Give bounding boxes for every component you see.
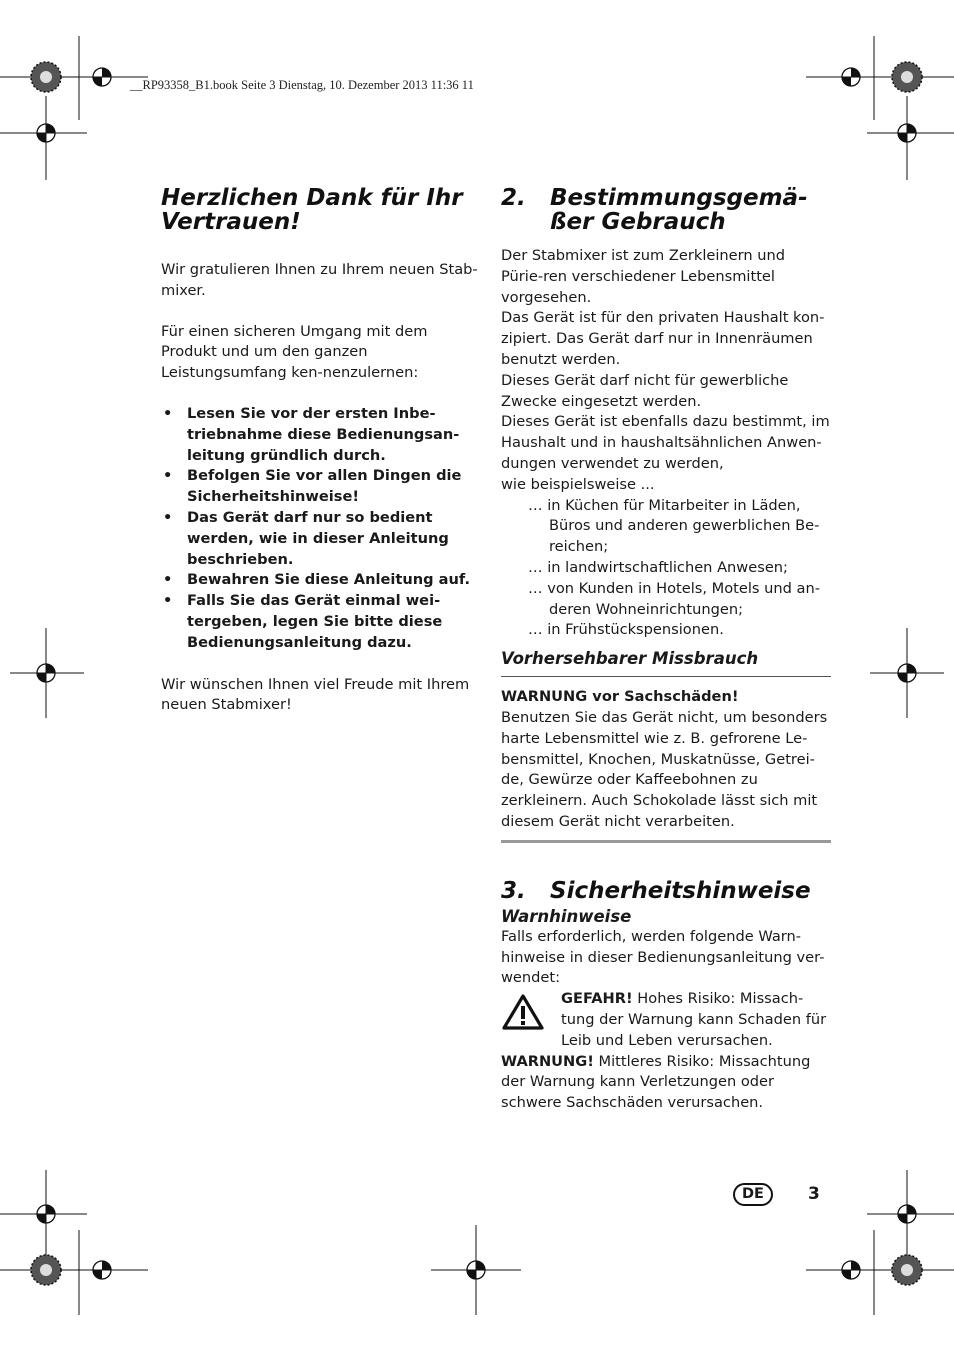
section-2-heading: [501, 186, 831, 234]
warning-text: Benutzen Sie das Gerät nicht, um besonders harte Lebensmittel wie z. B. gefrorene Le-bensmittel, Knochen, Muskatnüsse, Getrei-de, Gewürze oder Kaffeebohnen zu zerkleinern. Auch Schokolade lässt sich mit diesem Gerät nicht verarbeiten.: [501, 708, 828, 830]
warnings-intro: Falls erforderlich, werden folgende Warn-hinweise in dieser Bedienungsanleitung ver-wendet:: [501, 927, 825, 987]
section-title-line1: Bestimmungsgemä-: [550, 185, 808, 211]
examples-list: [501, 496, 831, 642]
danger-text-block: [561, 989, 831, 1051]
usage-paragraph: Dieses Gerät darf nicht für gewerbliche Zwecke eingesetzt werden.: [501, 371, 789, 410]
section-number: 2.: [501, 185, 526, 211]
page-number: 3: [808, 1184, 820, 1204]
left-column: [161, 186, 486, 716]
warning-label: WARNUNG vor Sachschäden!: [501, 688, 739, 706]
list-item: • Falls Sie das Gerät einmal wei-tergeben, legen Sie bitte diese Bedienungsanleitung dazu.: [161, 591, 486, 653]
list-item: … in landwirtschaftlichen Anwesen;: [528, 558, 788, 576]
section-number: 3.: [501, 877, 526, 904]
list-item: • Befolgen Sie vor allen Dingen die Sicherheitshinweise!: [161, 466, 486, 508]
misuse-heading: Vorhersehbarer Missbrauch: [501, 649, 759, 669]
danger-notice: [501, 989, 831, 1051]
thanks-heading: Herzlichen Dank für Ihr Vertrauen!: [161, 185, 463, 235]
section-3-heading: [501, 879, 831, 903]
section-title-line2: ßer Gebrauch: [550, 209, 726, 235]
warning-level-label: WARNUNG!: [501, 1052, 594, 1070]
usage-paragraph: Der Stabmixer ist zum Zerkleinern und Pürie-ren verschiedener Lebensmittel vorgesehen.: [501, 247, 786, 306]
list-item: • Lesen Sie vor der ersten Inbe-triebnahme diese Bedienungsan-leitung gründlich durch.: [161, 404, 486, 466]
usage-paragraph: Das Gerät ist für den privaten Haushalt kon-zipiert. Das Gerät darf nur in Innenräumen benutzt werden.: [501, 309, 825, 368]
warnings-subheading: Warnhinweise: [501, 906, 632, 926]
list-item: • Das Gerät darf nur so bedient werden, wie in dieser Anleitung beschrieben.: [161, 508, 486, 570]
intro-paragraph: Wir gratulieren Ihnen zu Ihrem neuen Stab-mixer.: [161, 261, 478, 299]
list-item: … in Frühstückspensionen.: [528, 621, 724, 639]
section-title: Sicherheitshinweise: [550, 877, 811, 904]
usage-paragraph: wie beispielsweise ...: [501, 475, 655, 493]
list-item: … in Küchen für Mitarbeiter in Läden, Büros und anderen gewerblichen Be-reichen;: [528, 496, 820, 556]
warning-notice: [501, 1052, 831, 1114]
list-item: … von Kunden in Hotels, Motels und an-deren Wohneinrichtungen;: [528, 579, 821, 618]
right-column: [501, 186, 831, 1114]
outro-paragraph: Wir wünschen Ihnen viel Freude mit Ihrem neuen Stabmixer!: [161, 675, 470, 714]
warning-level-text: Mittleres Risiko: Missachtung der Warnung kann Verletzungen oder schwere Sachschäden verursachen.: [501, 1052, 811, 1112]
warning-box: [501, 676, 831, 843]
print-header: __RP93358_B1.book Seite 3 Dienstag, 10. Dezember 2013 11:36 11: [130, 78, 474, 92]
usage-paragraph: Dieses Gerät ist ebenfalls dazu bestimmt, im Haushalt und in haushaltsähnlichen Anwen-dungen verwendet zu werden,: [501, 413, 830, 472]
danger-label: GEFAHR!: [561, 990, 633, 1008]
warning-triangle-icon: [501, 989, 561, 1051]
intro2-paragraph: Für einen sicheren Umgang mit dem Produkt und um den ganzen Leistungsumfang ken-nenzulernen:: [161, 322, 428, 382]
danger-text: Hohes Risiko: Missach-tung der Warnung kann Schaden für Leib und Leben verursachen.: [561, 990, 827, 1049]
list-item: • Bewahren Sie diese Anleitung auf.: [161, 570, 486, 591]
instruction-list: [161, 404, 486, 654]
language-badge: DE: [733, 1183, 773, 1206]
